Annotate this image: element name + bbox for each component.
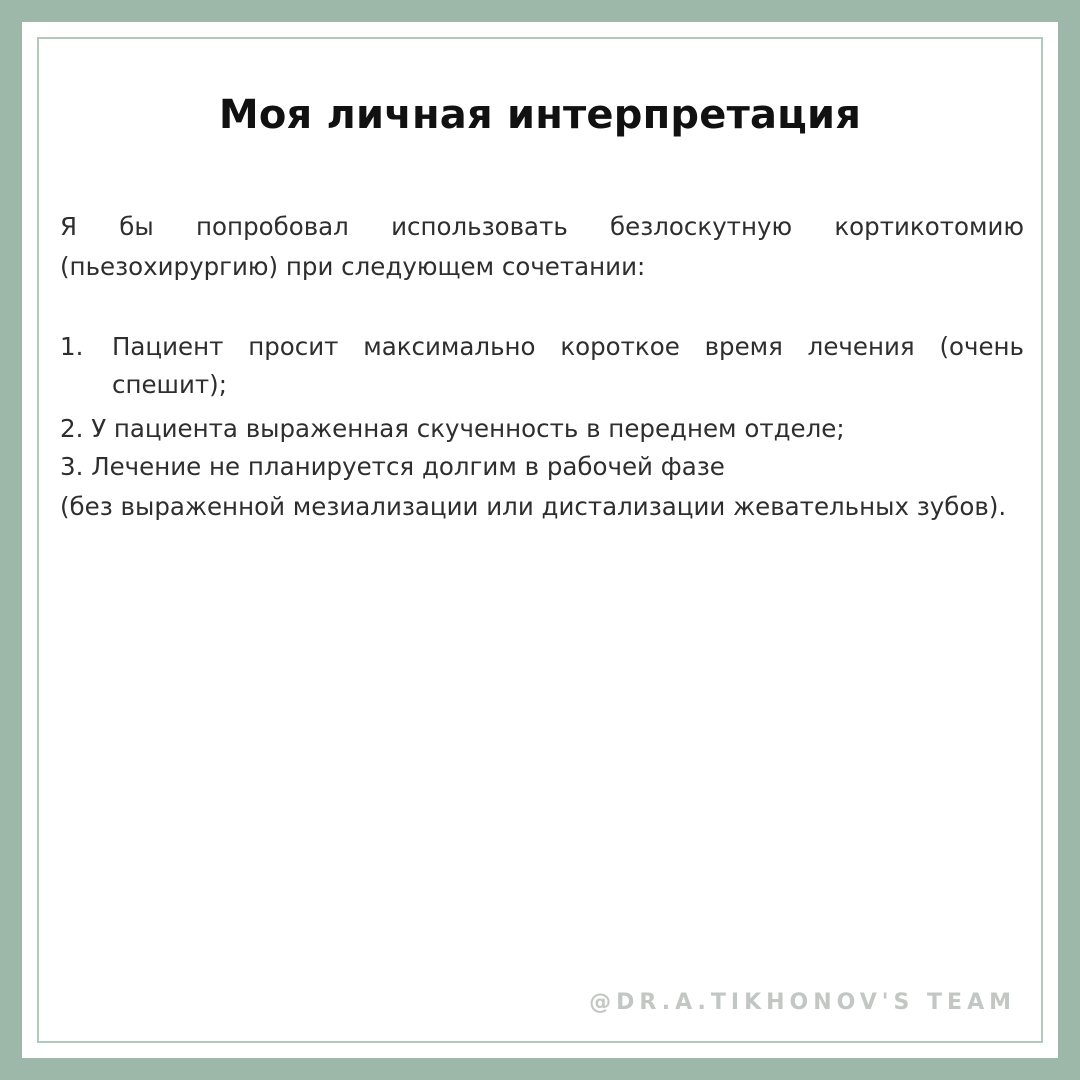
- note-paragraph: (без выраженной мезиализации или дистализации жевательных зубов).: [60, 492, 1007, 521]
- inner-frame: [37, 37, 1043, 1043]
- watermark: @DR.A.TIKHONOV'S TEAM: [589, 990, 1016, 1015]
- list-item: [60, 410, 1024, 448]
- intro-paragraph: Я бы попробовал использовать безлоскутную кортикотомию (пьезохирургию) при следующем сочетании:: [60, 212, 1024, 281]
- list-item-text: Лечение не планируется долгим в рабочей фазе: [91, 452, 725, 481]
- list-item-text: У пациента выраженная скученность в переднем отделе;: [91, 414, 845, 443]
- page-title: Моя личная интерпретация: [218, 92, 862, 138]
- list-item: [60, 448, 1024, 486]
- list-item-number: 2.: [60, 414, 84, 443]
- list-item-number: 1.: [60, 332, 84, 361]
- list-item-number: 3.: [60, 452, 84, 481]
- list-item-text: Пациент просит максимально короткое время лечения (очень спешит);: [112, 332, 1024, 399]
- list-item: [60, 328, 1024, 404]
